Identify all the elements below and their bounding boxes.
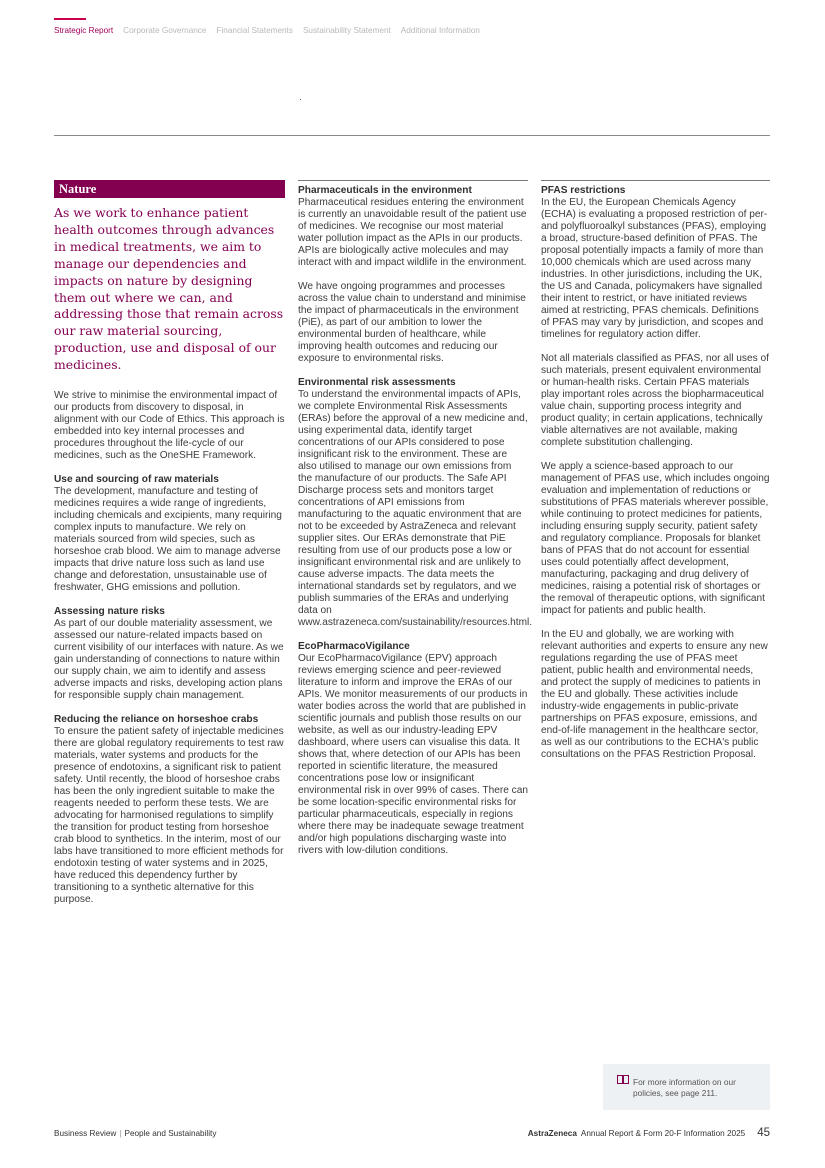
tab-sustainability-statement[interactable]: Sustainability Statement bbox=[302, 26, 391, 35]
footer-report-title: Annual Report & Form 20-F Information 2025 bbox=[580, 1129, 746, 1138]
section-nature-risks bbox=[54, 606, 285, 702]
section-epv bbox=[298, 641, 528, 857]
paragraph: Pharmaceutical residues entering the environment is currently an unavoidable result of the patient use of medicines. We recognise our most material water pollution impact as the APIs in our products. APIs are biologically active molecules and may interact with and impact wildlife in the environment. bbox=[298, 197, 527, 268]
tab-corporate-governance[interactable]: Corporate Governance bbox=[123, 26, 207, 35]
column-nature bbox=[54, 180, 285, 918]
top-navigation bbox=[54, 18, 480, 38]
paragraph: We apply a science-based approach to our management of PFAS use, which includes ongoing evaluation and implementation of reductions or substitutions of PFAS materials wherever possible, while continuing to protect medicines for patients, including ensuring supply security, patient safety and regulatory compliance. Proposals for blanket bans of PFAS that do not account for essential uses could potentially affect development, manufacturing, packaging and drug delivery of medicines, raising a potential risk of shortages or the removal of therapeutic options, with significant impact for patients and public health. bbox=[541, 461, 770, 616]
paragraph: We strive to minimise the environmental impact of our products from discovery to disposal, in alignment with our Code of Ethics. This approach is embedded into key internal processes and procedures throughout the life-cycle of our medicines, such as the OneSHE Framework. bbox=[54, 390, 285, 462]
section-era bbox=[298, 377, 533, 629]
subheading: EcoPharmacoVigilance bbox=[298, 641, 410, 652]
section-horseshoe-crabs bbox=[54, 714, 285, 906]
page-number: 45 bbox=[757, 1127, 770, 1139]
paragraph: In the EU, the European Chemicals Agency (ECHA) is evaluating a proposed restriction of per- and polyfluoroalkyl substances (PFAS), employing a broad, structure-based definition of PFAS. The proposal potentially impacts a family of more than 10,000 chemicals which are used across many industries. In other jurisdictions, including the UK, the US and Canada, policymakers have signalled their intent to restrict, or have initiated reviews aimed at restricting, PFAS chemicals. Definitions of PFAS may vary by jurisdiction, and scopes and timelines for regulatory action differ. bbox=[541, 197, 768, 340]
info-box-text: For more information on our policies, see page 211. bbox=[633, 1077, 736, 1098]
subheading: PFAS restrictions bbox=[541, 185, 626, 196]
header-divider bbox=[54, 135, 770, 136]
tab-strategic-report[interactable]: Strategic Report bbox=[54, 18, 113, 38]
section-title: Nature bbox=[54, 180, 285, 198]
column-pharmaceuticals bbox=[298, 180, 533, 869]
subheading: Use and sourcing of raw materials bbox=[54, 474, 219, 486]
tab-additional-information[interactable]: Additional Information bbox=[400, 26, 480, 35]
paragraph: To understand the environmental impacts of APIs, we complete Environmental Risk Assessments (ERAs) before the approval of a new medicine and, using experimental data, identify target concentrations of our APIs considered to pose insignificant risk to the environment. These are also utilised to manage our own emissions from the manufacture of our products. The Safe API Discharge process sets and monitors target concentrations of API emissions from manufacturing to the aquatic environment that are not to be exceeded by AstraZeneca and relevant supplier sites. Our ERAs demonstrate that PiE resulting from use of our products pose a low or insignificant environmental risk and are unlikely to cause adverse impacts. The data meets the international standards set by regulators, and we publish summaries of the ERAs and underlying data on www.astrazeneca.com/sustainability/resources.html. bbox=[298, 389, 533, 628]
footer-subsection: People and Sustainability bbox=[124, 1129, 217, 1138]
paragraph: We have ongoing programmes and processes across the value chain to understand and minimise the impact of pharmaceuticals in the environment (PiE), as part of our ambition to lower the environmental burden of healthcare, while improving health outcomes and reducing our exposure to environmental risks. bbox=[298, 281, 526, 364]
intro-statement: As we work to enhance patient health outcomes through advances in medical treatments, we aim to manage our dependencies and impacts on nature by designing them out where we can, and addressing those that remain across our raw material sourcing, production, use and disposal of our medicines. bbox=[54, 205, 284, 373]
footer-section: Business Review bbox=[54, 1129, 117, 1138]
paragraph: To ensure the patient safety of injectable medicines there are global regulatory requirements to test raw materials, water systems and products for the presence of endotoxins, a significant risk to patient safety. Until recently, the blood of horseshoe crabs has been the only ingredient suitable to make the reagents needed to perform these tests. We are advocating for harmonised regulations to simplify the transition for product testing from horseshoe crab blood to synthetics. In the interim, most of our labs have transitioned to more efficient methods for endotoxin testing of water systems and in 2025, have reduced this dependency further by transitioning to a synthetic alternative for this purpose. bbox=[54, 726, 284, 906]
column-pfas bbox=[541, 180, 770, 773]
subheading: Pharmaceuticals in the environment bbox=[298, 185, 472, 196]
footer-brand: AstraZeneca bbox=[527, 1129, 577, 1138]
subheading: Environmental risk assessments bbox=[298, 377, 456, 388]
stray-dot bbox=[300, 99, 301, 100]
paragraph: Our EcoPharmacoVigilance (EPV) approach reviews emerging science and peer-reviewed literature to inform and improve the ERAs of our APIs. We monitor measurements of our products in water bodies across the world that are published in scientific journals and publish those results on our website, as well as our industry-leading EPV dashboard, where users can visualise this data. It shows that, where detection of our APIs has been reported in scientific literature, the measured concentrations pose low or insignificant environmental risk in over 99% of cases. There can be some location-specific environmental risks for particular pharmaceuticals, especially in regions where there may be inadequate sewage treatment and/or high populations discharging waste into rivers with low-dilution conditions. bbox=[298, 653, 528, 856]
paragraph: In the EU and globally, we are working with relevant authorities and experts to ensure any new regulations regarding the use of PFAS meet patient, public health and environmental needs, and protect the supply of medicines to patients in the EU and globally. These activities include industry-wide engagements in public-private partnerships on PFAS exposure, emissions, and end-of-life management in the healthcare sector, as well as our contributions to the ECHA's public consultations on the PFAS Restriction Proposal. bbox=[541, 629, 768, 760]
subheading: Assessing nature risks bbox=[54, 606, 165, 618]
book-icon bbox=[617, 1075, 629, 1084]
footer-report bbox=[528, 1127, 770, 1139]
footer-breadcrumb: Business Review | People and Sustainability bbox=[54, 1129, 217, 1138]
paragraph: The development, manufacture and testing of medicines requires a wide range of ingredients, including chemicals and excipients, many requiring complex inputs to manufacture. We rely on materials sourced from wild species, such as horseshoe crab blood. We aim to manage adverse impacts that drive nature loss such as land use change and deforestation, unsustainable use of freshwater, GHG emissions and pollution. bbox=[54, 486, 282, 594]
paragraph: Not all materials classified as PFAS, nor all uses of such materials, present equivalent environmental or human-health risks. Certain PFAS materials play important roles across the biopharmaceutical value chain, supporting process integrity and product quality; in certain applications, technically viable alternatives are not available, making complete substitution challenging. bbox=[541, 353, 769, 448]
section-raw-materials bbox=[54, 474, 285, 594]
info-box[interactable] bbox=[603, 1064, 770, 1110]
tab-financial-statements[interactable]: Financial Statements bbox=[216, 26, 293, 35]
paragraph: As part of our double materiality assessment, we assessed our nature-related impacts based on current visibility of our interfaces with nature. As we gain understanding of connections to nature within our supply chain, we aim to identify and assess adverse impacts and risks, developing action plans for responsible supply chain management. bbox=[54, 618, 284, 702]
subheading: Reducing the reliance on horseshoe crabs bbox=[54, 714, 259, 726]
